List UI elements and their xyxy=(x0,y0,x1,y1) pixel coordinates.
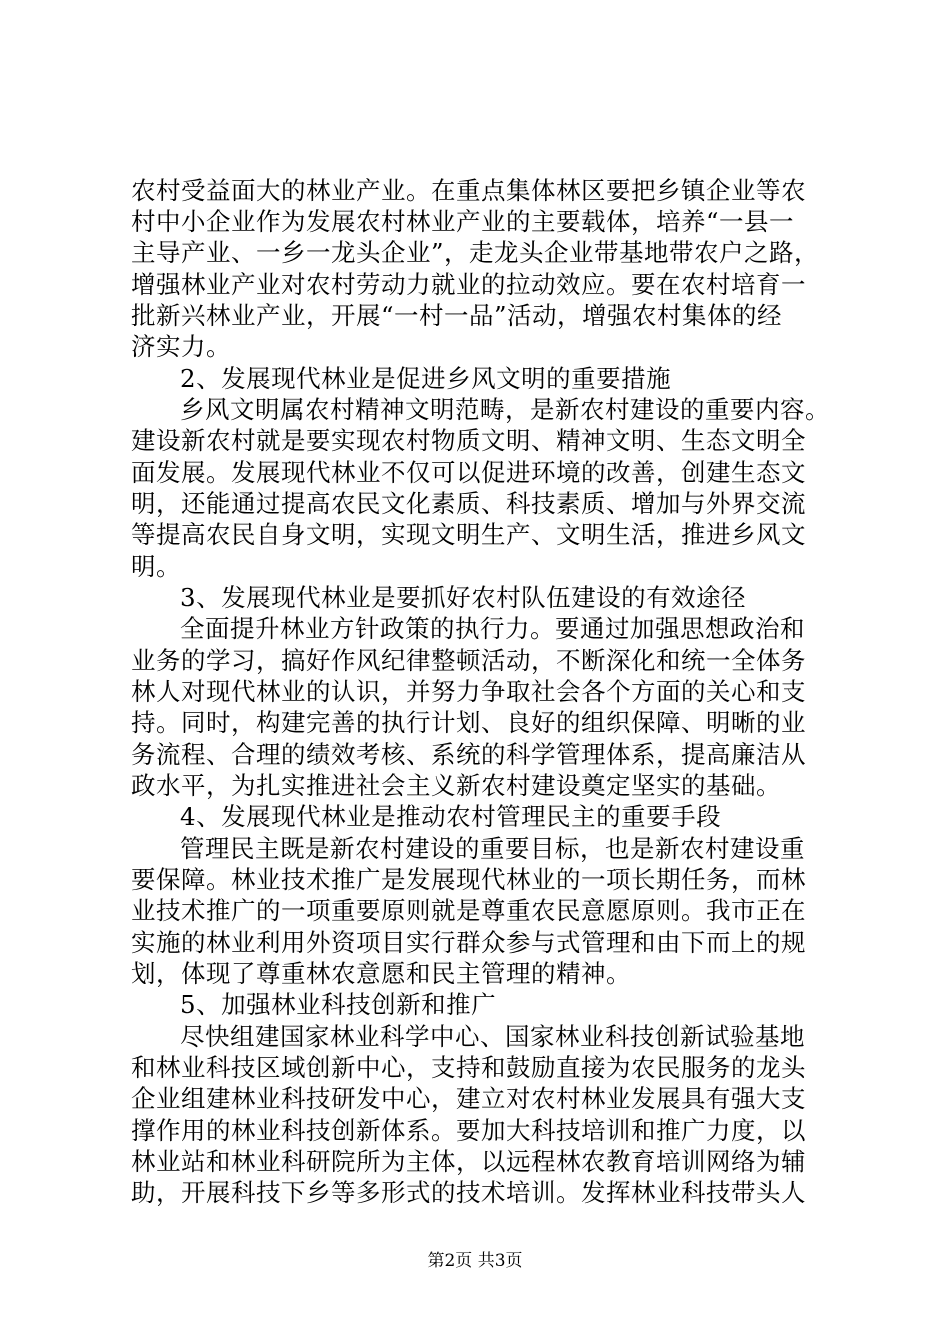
section-heading: 5、加强林业科技创新和推广 xyxy=(180,990,497,1019)
text-line: 尽快组建国家林业科学中心、国家林业科技创新试验基地 xyxy=(180,1022,805,1051)
section-heading: 3、发展现代林业是要抓好农村队伍建设的有效途径 xyxy=(180,583,747,612)
text-line: 等提高农民自身文明，实现文明生产、文明生活，推进乡风文 xyxy=(131,520,806,549)
text-line: 助，开展科技下乡等多形式的技术培训。发挥林业科技带头人 xyxy=(131,1178,806,1207)
text-line: 要保障。林业技术推广是发展现代林业的一项长期任务，而林 xyxy=(131,865,806,894)
text-line: 务流程、合理的绩效考核、系统的科学管理体系，提高廉洁从 xyxy=(131,740,806,769)
text-line: 持。同时，构建完善的执行计划、良好的组织保障、明晰的业 xyxy=(131,708,806,737)
text-line: 政水平，为扎实推进社会主义新农村建设奠定坚实的基础。 xyxy=(131,771,781,800)
text-line: 企业组建林业科技研发中心，建立对农村林业发展具有强大支 xyxy=(131,1084,806,1113)
page-footer: 第2页 共3页 xyxy=(427,1251,523,1271)
text-line: 管理民主既是新农村建设的重要目标，也是新农村建设重 xyxy=(180,834,805,863)
text-line: 面发展。发展现代林业不仅可以促进环境的改善，创建生态文 xyxy=(131,458,806,487)
text-line: 增强林业产业对农村劳动力就业的拉动效应。要在农村培育一 xyxy=(131,270,806,299)
text-line: 主导产业、一乡一龙头企业”，走龙头企业带基地带农户之路， xyxy=(131,238,820,267)
text-line: 业务的学习，搞好作风纪律整顿活动，不断深化和统一全体务 xyxy=(131,646,806,675)
text-line: 全面提升林业方针政策的执行力。要通过加强思想政治和 xyxy=(180,614,805,643)
text-line: 撑作用的林业科技创新体系。要加大科技培训和推广力度，以 xyxy=(131,1116,806,1145)
section-heading: 4、发展现代林业是推动农村管理民主的重要手段 xyxy=(180,802,722,831)
text-line: 建设新农村就是要实现农村物质文明、精神文明、生态文明全 xyxy=(131,426,806,455)
text-line: 划，体现了尊重林农意愿和民主管理的精神。 xyxy=(131,959,631,988)
text-line: 批新兴林业产业，开展“一村一品”活动，增强农村集体的经 xyxy=(131,301,783,330)
text-line: 农村受益面大的林业产业。在重点集体林区要把乡镇企业等农 xyxy=(131,176,806,205)
text-line: 明。 xyxy=(131,552,181,581)
section-heading: 2、发展现代林业是促进乡风文明的重要措施 xyxy=(180,364,672,393)
text-line: 乡风文明属农村精神文明范畴，是新农村建设的重要内容。 xyxy=(180,395,830,424)
text-line: 村中小企业作为发展农村林业产业的主要载体，培养“一县一 xyxy=(131,207,795,236)
text-line: 实施的林业利用外资项目实行群众参与式管理和由下而上的规 xyxy=(131,928,806,957)
text-line: 业技术推广的一项重要原则就是尊重农民意愿原则。我市正在 xyxy=(131,896,806,925)
text-line: 济实力。 xyxy=(131,332,231,361)
text-line: 林人对现代林业的认识，并努力争取社会各个方面的关心和支 xyxy=(131,677,806,706)
text-line: 明，还能通过提高农民文化素质、科技素质、增加与外界交流 xyxy=(131,489,806,518)
text-line: 林业站和林业科研院所为主体，以远程林农教育培训网络为辅 xyxy=(131,1147,806,1176)
text-line: 和林业科技区域创新中心，支持和鼓励直接为农民服务的龙头 xyxy=(131,1053,806,1082)
